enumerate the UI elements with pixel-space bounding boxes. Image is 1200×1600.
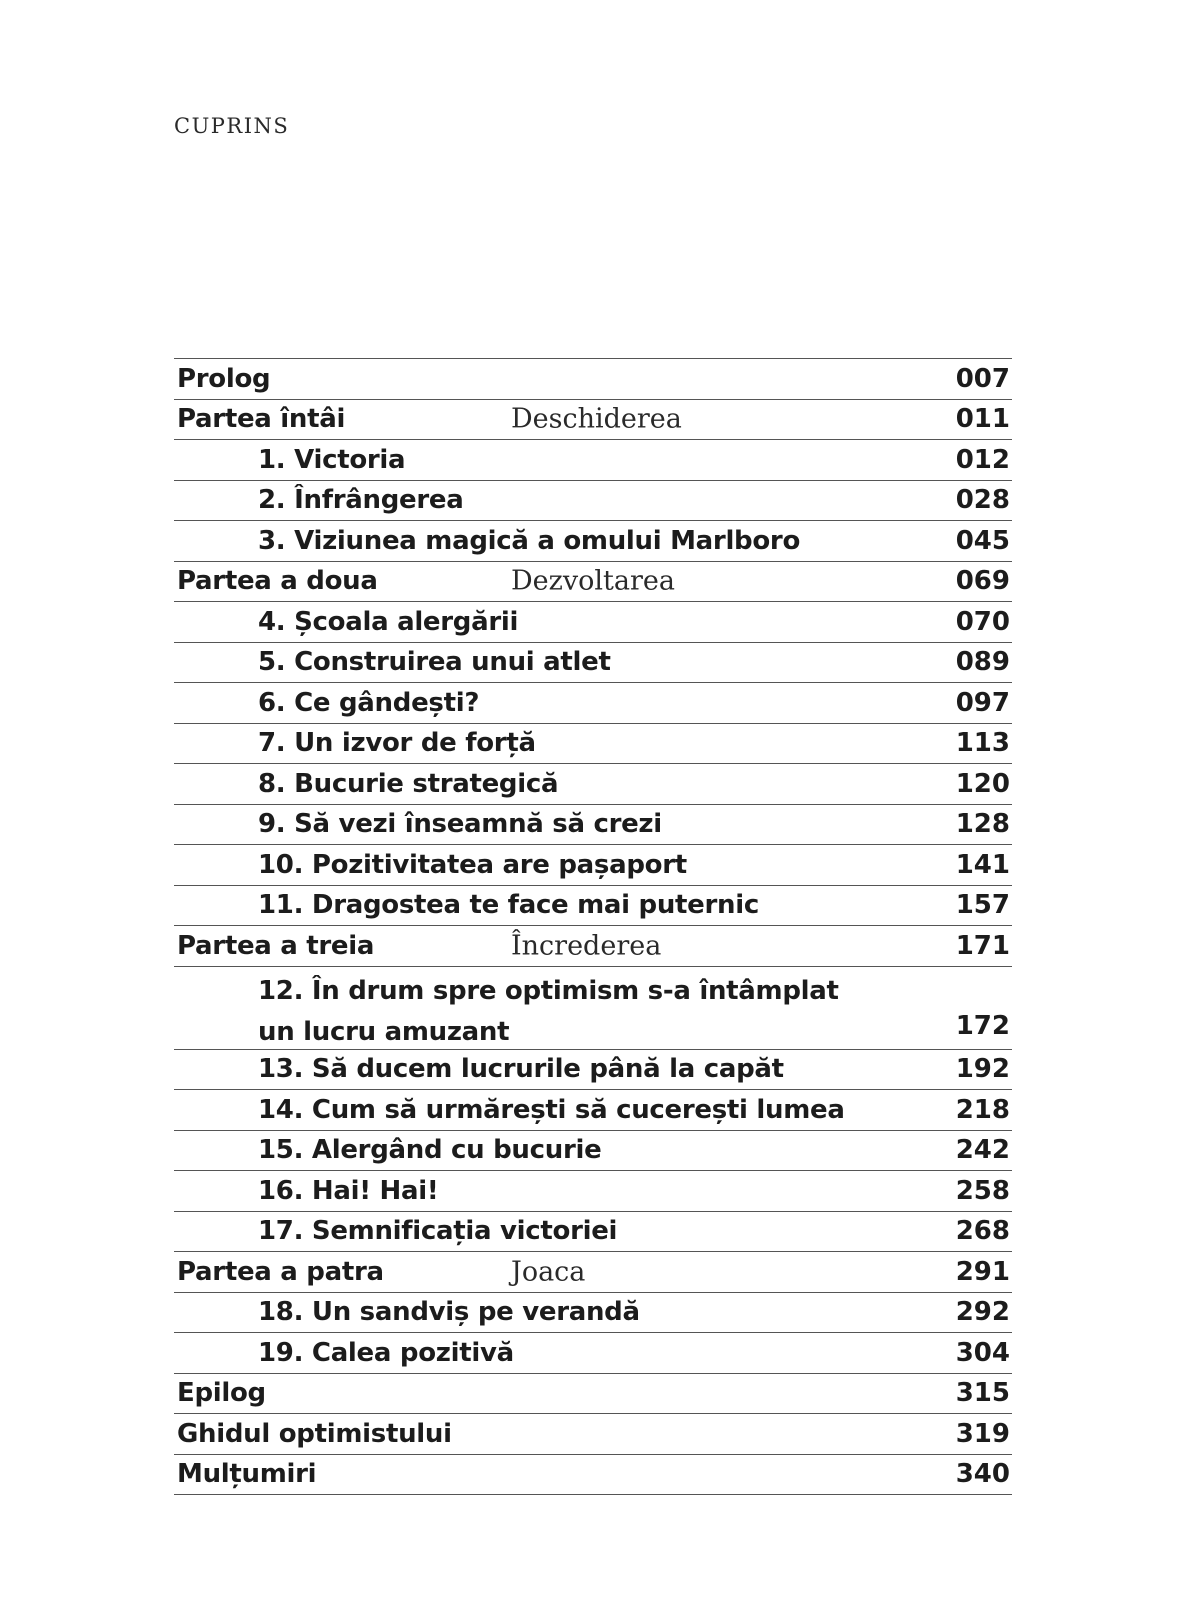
toc-entry-title: 10. Pozitivitatea are pașaport bbox=[258, 849, 687, 880]
toc-chapter-row[interactable] bbox=[174, 1090, 1012, 1131]
toc-part-subtitle: Încrederea bbox=[511, 930, 662, 962]
toc-entry-title: Partea a treia bbox=[177, 930, 375, 961]
toc-section-row[interactable] bbox=[174, 1455, 1012, 1496]
toc-page-number: 089 bbox=[955, 647, 1010, 678]
toc-entry-title: Partea a patra bbox=[177, 1256, 384, 1287]
toc-section-row[interactable] bbox=[174, 1414, 1012, 1455]
toc-page-number: 012 bbox=[955, 444, 1010, 475]
toc-chapter-row[interactable] bbox=[174, 683, 1012, 724]
toc-entry-title: 14. Cum să urmărești să cucerești lumea bbox=[258, 1094, 845, 1125]
toc-chapter-row[interactable] bbox=[174, 1293, 1012, 1334]
toc-entry-title: 17. Semnificația victoriei bbox=[258, 1216, 618, 1247]
toc-entry-title: 2. Înfrângerea bbox=[258, 485, 464, 516]
toc-section-row[interactable] bbox=[174, 562, 1012, 603]
toc-entry-title: Partea a doua bbox=[177, 566, 378, 597]
toc-page-number: 268 bbox=[955, 1216, 1010, 1247]
toc-entry-title: 9. Să vezi înseamnă să crezi bbox=[258, 809, 662, 840]
toc-entry-title: 16. Hai! Hai! bbox=[258, 1175, 439, 1206]
toc-chapter-row[interactable] bbox=[174, 886, 1012, 927]
toc-page-number: 128 bbox=[955, 809, 1010, 840]
toc-entry-title: 19. Calea pozitivă bbox=[258, 1337, 514, 1368]
toc-part-subtitle: Dezvoltarea bbox=[511, 565, 675, 597]
toc-entry-title: 6. Ce gândești? bbox=[258, 687, 480, 718]
toc-chapter-row[interactable] bbox=[174, 845, 1012, 886]
toc-page-number: 157 bbox=[955, 890, 1010, 921]
toc-page-number: 141 bbox=[955, 849, 1010, 880]
toc-part-subtitle: Deschiderea bbox=[511, 403, 682, 435]
toc-chapter-row[interactable] bbox=[174, 1050, 1012, 1091]
toc-page-number: 340 bbox=[955, 1459, 1010, 1490]
toc-chapter-row[interactable] bbox=[174, 440, 1012, 481]
toc-entry-title: Prolog bbox=[177, 363, 271, 394]
toc-page-number: 315 bbox=[955, 1378, 1010, 1409]
toc-page-number: 292 bbox=[955, 1297, 1010, 1328]
toc-entry-title: Ghidul optimistului bbox=[177, 1418, 452, 1449]
toc-page-number: 113 bbox=[955, 728, 1010, 759]
toc-page-number: 028 bbox=[955, 485, 1010, 516]
toc-entry-title: 15. Alergând cu bucurie bbox=[258, 1135, 602, 1166]
toc-chapter-row[interactable] bbox=[174, 1212, 1012, 1253]
toc-page-number: 069 bbox=[955, 566, 1010, 597]
toc-entry-title: 1. Victoria bbox=[258, 444, 406, 475]
toc-section-row[interactable] bbox=[174, 926, 1012, 967]
toc-entry-title: 3. Viziunea magică a omului Marlboro bbox=[258, 525, 801, 556]
toc-page-number: 171 bbox=[955, 930, 1010, 961]
toc-page-number: 258 bbox=[955, 1175, 1010, 1206]
toc-chapter-row[interactable] bbox=[174, 1171, 1012, 1212]
toc-chapter-row[interactable] bbox=[174, 602, 1012, 643]
toc-chapter-row[interactable] bbox=[174, 764, 1012, 805]
toc-page-number: 242 bbox=[955, 1135, 1010, 1166]
table-of-contents bbox=[174, 358, 1012, 1495]
toc-page-number: 007 bbox=[955, 363, 1010, 394]
toc-page-number: 291 bbox=[955, 1256, 1010, 1287]
toc-chapter-row[interactable] bbox=[174, 1333, 1012, 1374]
toc-entry-title: 18. Un sandviș pe verandă bbox=[258, 1297, 640, 1328]
toc-entry-title: 8. Bucurie strategică bbox=[258, 768, 559, 799]
toc-section-row[interactable] bbox=[174, 1252, 1012, 1293]
toc-chapter-row[interactable] bbox=[174, 521, 1012, 562]
toc-entry-title: 12. În drum spre optimism s-a întâmplat un lucru amuzant bbox=[258, 975, 839, 1047]
toc-entry-title: 11. Dragostea te face mai puternic bbox=[258, 890, 759, 921]
toc-entry-title: 13. Să ducem lucrurile până la capăt bbox=[258, 1054, 784, 1085]
toc-page-number: 097 bbox=[955, 687, 1010, 718]
toc-page-number: 172 bbox=[955, 1010, 1010, 1041]
toc-chapter-row[interactable] bbox=[174, 1131, 1012, 1172]
toc-page-number: 070 bbox=[955, 606, 1010, 637]
toc-section-row[interactable] bbox=[174, 1374, 1012, 1415]
toc-page-number: 218 bbox=[955, 1094, 1010, 1125]
toc-chapter-row[interactable] bbox=[174, 643, 1012, 684]
toc-chapter-row[interactable] bbox=[174, 481, 1012, 522]
toc-entry-title: Epilog bbox=[177, 1378, 266, 1409]
toc-entry-title: 7. Un izvor de forță bbox=[258, 728, 536, 759]
page-header: CUPRINS bbox=[174, 114, 290, 138]
toc-part-subtitle: Joaca bbox=[511, 1256, 586, 1288]
toc-chapter-row[interactable] bbox=[174, 967, 1012, 1050]
toc-section-row[interactable] bbox=[174, 359, 1012, 400]
toc-chapter-row[interactable] bbox=[174, 724, 1012, 765]
toc-entry-title: 5. Construirea unui atlet bbox=[258, 647, 611, 678]
toc-page-number: 120 bbox=[955, 768, 1010, 799]
toc-page-number: 192 bbox=[955, 1054, 1010, 1085]
toc-section-row[interactable] bbox=[174, 400, 1012, 441]
toc-page-number: 011 bbox=[955, 404, 1010, 435]
toc-entry-title: 4. Școala alergării bbox=[258, 606, 519, 637]
toc-page-number: 304 bbox=[955, 1337, 1010, 1368]
toc-entry-title: Partea întâi bbox=[177, 404, 346, 435]
toc-entry-title: Mulțumiri bbox=[177, 1459, 317, 1490]
toc-page-number: 319 bbox=[955, 1418, 1010, 1449]
toc-chapter-row[interactable] bbox=[174, 805, 1012, 846]
toc-page-number: 045 bbox=[955, 525, 1010, 556]
